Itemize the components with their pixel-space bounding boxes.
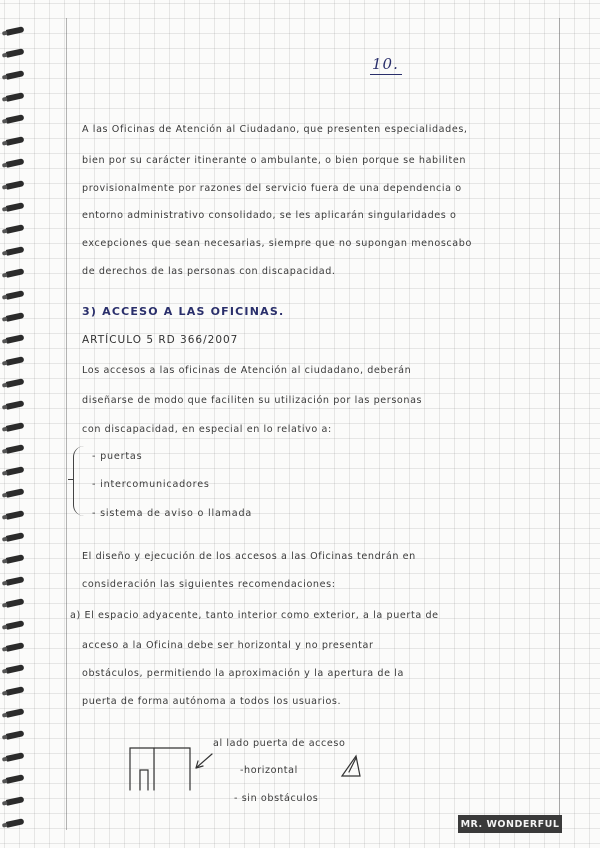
binding-ring bbox=[6, 466, 25, 476]
binding-ring bbox=[6, 48, 25, 58]
list-item: - sistema de aviso o llamada bbox=[92, 508, 253, 519]
binding-ring bbox=[6, 180, 25, 190]
binding-ring bbox=[6, 334, 25, 344]
binding-ring bbox=[6, 708, 25, 718]
binding-ring bbox=[6, 730, 25, 740]
binding-ring bbox=[6, 444, 25, 454]
binding-ring bbox=[6, 70, 25, 80]
text-line: diseñarse de modo que faciliten su utilización por las personas bbox=[82, 395, 423, 406]
sketch-note: al lado puerta de acceso bbox=[213, 738, 346, 749]
text-line: El diseño y ejecución de los accesos a las Oficinas tendrán en bbox=[82, 551, 416, 562]
binding-ring bbox=[6, 554, 25, 564]
page-number: 10. bbox=[372, 55, 399, 73]
sketch-note: - sin obstáculos bbox=[234, 793, 319, 804]
text-line: bien por su carácter itinerante o ambulante, o bien porque se habiliten bbox=[82, 155, 467, 166]
binding-ring bbox=[6, 378, 25, 388]
binding-ring bbox=[6, 158, 25, 168]
binding-ring bbox=[6, 796, 25, 806]
binding-ring bbox=[6, 26, 25, 36]
left-margin-line bbox=[66, 18, 67, 830]
text-line: entorno administrativo consolidado, se les aplicarán singularidades o bbox=[82, 210, 457, 221]
text-line: excepciones que sean necesarias, siempre que no supongan menoscabo bbox=[82, 238, 472, 249]
text-line: obstáculos, permitiendo la aproximación y la apertura de la bbox=[82, 668, 404, 679]
binding-ring bbox=[6, 488, 25, 498]
text-line: puerta de forma autónoma a todos los usuarios. bbox=[82, 696, 342, 707]
binding-ring bbox=[6, 224, 25, 234]
binding-ring bbox=[6, 598, 25, 608]
binding-ring bbox=[6, 686, 25, 696]
binding-ring bbox=[6, 202, 25, 212]
section-heading: 3) ACCESO A LAS OFICINAS. bbox=[82, 305, 285, 318]
spiral-binding bbox=[2, 18, 28, 838]
article-reference: ARTÍCULO 5 RD 366/2007 bbox=[82, 334, 239, 346]
binding-ring bbox=[6, 136, 25, 146]
text-line: provisionalmente por razones del servicio fuera de una dependencia o bbox=[82, 183, 462, 194]
text-line: con discapacidad, en especial en lo relativo a: bbox=[82, 424, 332, 435]
text-line: acceso a la Oficina debe ser horizontal y no presentar bbox=[82, 640, 374, 651]
binding-ring bbox=[6, 510, 25, 520]
binding-ring bbox=[6, 642, 25, 652]
door-panel bbox=[140, 770, 148, 790]
text-line: A las Oficinas de Atención al Ciudadano, que presenten especialidades, bbox=[82, 124, 468, 135]
right-margin-line bbox=[559, 18, 560, 830]
binding-ring bbox=[6, 114, 25, 124]
binding-ring bbox=[6, 422, 25, 432]
text-line: de derechos de las personas con discapacidad. bbox=[82, 266, 336, 277]
binding-ring bbox=[6, 356, 25, 366]
list-item: - intercomunicadores bbox=[92, 479, 210, 490]
text-line: consideración las siguientes recomendaciones: bbox=[82, 579, 336, 590]
binding-ring bbox=[6, 752, 25, 762]
list-item: - puertas bbox=[92, 451, 143, 462]
binding-ring bbox=[6, 312, 25, 322]
triangle-icon bbox=[342, 756, 360, 776]
binding-ring bbox=[6, 576, 25, 586]
text-line: Los accesos a las oficinas de Atención al ciudadano, deberán bbox=[82, 365, 412, 376]
binding-ring bbox=[6, 818, 25, 828]
list-brace bbox=[73, 446, 84, 516]
binding-ring bbox=[6, 268, 25, 278]
binding-ring bbox=[6, 290, 25, 300]
binding-ring bbox=[6, 774, 25, 784]
brand-label: MR. WONDERFUL bbox=[458, 815, 562, 833]
binding-ring bbox=[6, 246, 25, 256]
binding-ring bbox=[6, 400, 25, 410]
binding-ring bbox=[6, 532, 25, 542]
sketch-note: -horizontal bbox=[240, 765, 298, 776]
binding-ring bbox=[6, 664, 25, 674]
binding-ring bbox=[6, 620, 25, 630]
text-line: a) El espacio adyacente, tanto interior como exterior, a la puerta de bbox=[70, 610, 439, 621]
binding-ring bbox=[6, 92, 25, 102]
door-frame bbox=[130, 748, 190, 790]
